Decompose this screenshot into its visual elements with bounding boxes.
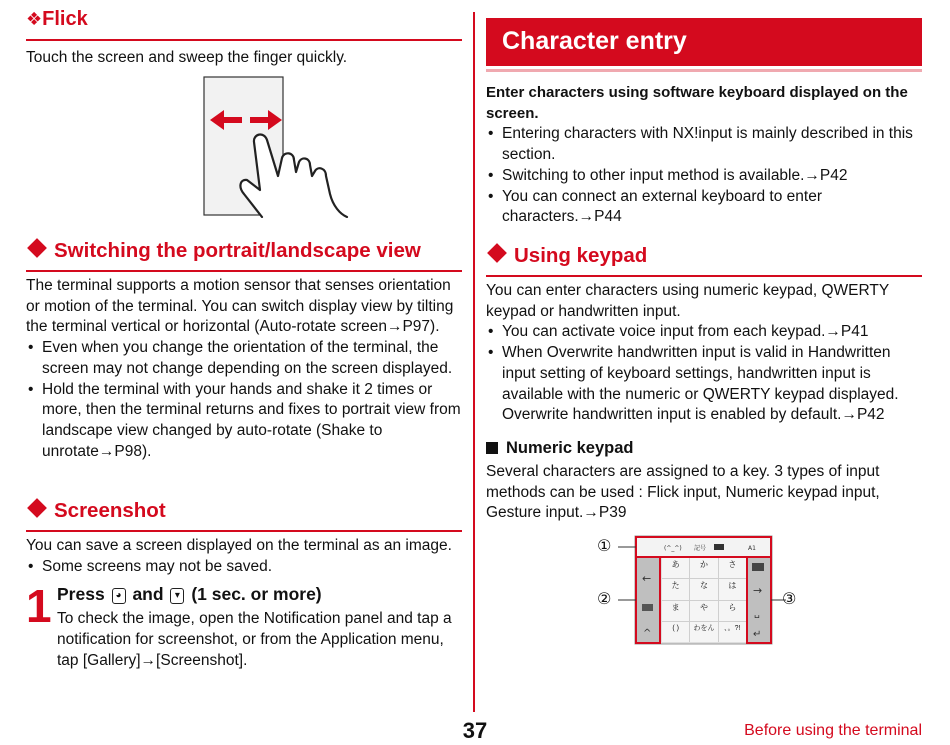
numeric-heading: Numeric keypad [486, 438, 922, 458]
key-grid [662, 558, 746, 642]
numeric-keyboard-illustration [597, 534, 798, 648]
key: な [690, 579, 717, 599]
key: や [690, 601, 717, 621]
list-item: • Switching to other input method is available.→P42 [486, 166, 922, 187]
column-divider [473, 12, 475, 712]
intro-bold: Enter characters using software keyboard displayed on the screen. [486, 84, 908, 122]
list-item: • You can connect an external keyboard to enter characters.→P44 [486, 187, 922, 228]
diamond-icon [27, 498, 47, 518]
list-item: • Entering characters with NX!input is mainly described in this section. [486, 124, 922, 165]
flick-heading: ❖Flick [26, 8, 88, 30]
diamond-cluster-icon: ❖ [26, 9, 43, 29]
numeric-body: Several characters are assigned to a key. 3 types of input methods can be used : Flick input, Numeric keypad input, Gesture input.→P39 [486, 463, 880, 522]
list-item: • Some screens may not be saved. [26, 557, 462, 578]
list-item: • You can activate voice input from each keypad.→P41 [486, 322, 922, 343]
screenshot-section [26, 499, 462, 693]
key: あ [662, 558, 689, 578]
svg-text:↵: ↵ [753, 629, 762, 640]
section-link[interactable]: Before using the terminal [744, 722, 922, 739]
svg-text:^: ^ [643, 628, 652, 639]
volume-down-key-icon: ▾ [170, 588, 184, 604]
step-title: Press ◕ and ▾ (1 sec. or more) [57, 584, 322, 605]
svg-text:→: → [753, 584, 763, 597]
rotate-bullets [26, 338, 462, 462]
diamond-icon [27, 238, 47, 258]
svg-text:記号: 記号 [694, 545, 707, 552]
rotate-heading: Switching the portrait/landscape view [26, 239, 462, 263]
key: わをん [690, 622, 717, 642]
svg-text:(^_^): (^_^) [664, 545, 682, 552]
key: ま [662, 601, 689, 621]
keypad-bullets [486, 322, 922, 426]
intro-bullets [486, 124, 922, 228]
list-item: • Even when you change the orientation of the terminal, the screen may not change depending on the screen displayed. [26, 338, 462, 379]
key: は [719, 579, 746, 599]
heading-rule [26, 270, 462, 272]
key: 、。?! [719, 622, 746, 642]
callout-3: ③ [782, 591, 797, 608]
heading-rule [26, 39, 462, 41]
screenshot-bullets [26, 557, 462, 578]
callout-2: ② [597, 591, 612, 608]
flick-body: Touch the screen and sweep the finger quickly. [26, 49, 348, 66]
keypad-section [486, 244, 922, 426]
key: ら [719, 601, 746, 621]
key: か [690, 558, 717, 578]
screenshot-heading: Screenshot [26, 499, 462, 523]
keypad-heading: Using keypad [486, 244, 922, 268]
key: た [662, 579, 689, 599]
power-key-icon: ◕ [112, 588, 126, 604]
key: ( ) [662, 622, 689, 642]
page-number: 37 [462, 718, 488, 743]
flick-section [26, 7, 462, 69]
character-entry-banner [486, 18, 922, 72]
rotate-body: The terminal supports a motion sensor that senses orientation or motion of the terminal. You can switch display view by tilting the terminal vertical or horizontal (Auto-rotate screen→P97). [26, 277, 454, 336]
heading-rule [26, 530, 462, 532]
banner-underline [486, 69, 922, 72]
diamond-icon [487, 243, 507, 263]
svg-text:A1: A1 [748, 545, 756, 552]
list-item: • Hold the terminal with your hands and shake it 2 times or more, then the terminal returns and fixes to portrait view from landscape view changed by auto-rotate (Shake to unrotate→P98). [26, 380, 462, 463]
svg-text:␣: ␣ [754, 609, 760, 619]
callout-1: ① [597, 538, 612, 555]
banner-title: Character entry [486, 18, 922, 66]
svg-text:←: ← [642, 572, 652, 585]
heading-rule [486, 275, 922, 277]
list-item: • When Overwrite handwritten input is valid in Handwritten input setting of keyboard settings, handwritten input is available with the numeric or QWERTY keypad displayed. Overwrite handwritten input is enabled by default.→P42 [486, 343, 922, 426]
step-1 [26, 580, 462, 693]
square-bullet-icon [486, 442, 498, 454]
step-body: To check the image, open the Notification panel and tap a notification for screenshot, or from the Application menu, tap [Gallery]→[Screenshot]. [57, 610, 452, 669]
step-number: 1 [26, 580, 52, 633]
numeric-keypad-section [486, 438, 922, 524]
rotate-section [26, 239, 462, 462]
key: さ [719, 558, 746, 578]
screenshot-body: You can save a screen displayed on the terminal as an image. [26, 537, 452, 554]
keypad-body: You can enter characters using numeric keypad, QWERTY keypad or handwritten input. [486, 282, 889, 320]
intro-section [486, 83, 922, 228]
flick-gesture-illustration [202, 76, 377, 218]
